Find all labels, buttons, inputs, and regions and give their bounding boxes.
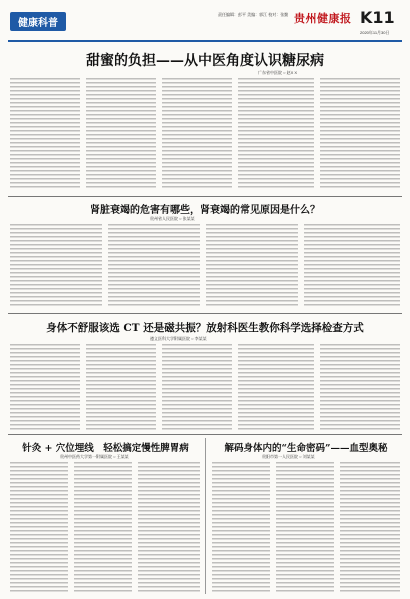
article-title-blood-type: 解码身体内的“生命密码”——血型奥秘 [224, 443, 388, 454]
article-body-blood-type-col3 [340, 462, 400, 592]
article-body-ct-mri-col4 [238, 344, 314, 430]
article-body-diabetes-col4 [238, 78, 314, 190]
article-body-acupuncture-col2 [74, 462, 132, 592]
article-body-blood-type-col2 [276, 462, 334, 592]
article-body-ct-mri-col3 [162, 344, 232, 430]
section-label: 健康科普 [10, 12, 66, 31]
article-byline-kidney: 贵州省人民医院 ○ 张某某 [150, 216, 195, 221]
article-body-ct-mri-col5 [320, 344, 400, 430]
editor-info: 责任编辑：彭平 美编：郭江 校对：张勤 [218, 12, 289, 17]
article-title-ct-mri: 身体不舒服该选 CT 还是磁共振？放射科医生教你科学选择检查方式 [46, 322, 364, 334]
article-body-kidney-col2 [108, 224, 200, 308]
masthead-rule [8, 40, 402, 42]
article-body-diabetes-col3 [162, 78, 232, 190]
page-number: K11 [360, 8, 395, 27]
article-body-diabetes-col5 [320, 78, 400, 190]
article-byline-diabetes: 广东省中医院 ○ 赵X X [258, 70, 298, 75]
section-divider [8, 313, 402, 314]
article-byline-blood-type: 贵阳市第一人民医院 ○ 刘某某 [262, 454, 315, 459]
article-byline-ct-mri: 遵义医科大学附属医院 ○ 李某某 [150, 336, 207, 341]
section-divider [8, 434, 402, 435]
paper-name: 贵州健康报 [294, 12, 352, 25]
article-body-acupuncture-col1 [10, 462, 68, 592]
article-title-kidney: 肾脏衰竭的危害有哪些，肾衰竭的常见原因是什么？ [90, 205, 320, 216]
article-body-ct-mri-col1 [10, 344, 80, 430]
article-body-kidney-col4 [304, 224, 400, 308]
article-body-kidney-col3 [206, 224, 298, 308]
article-body-blood-type-col1 [212, 462, 270, 592]
article-body-kidney-col1 [10, 224, 102, 308]
article-byline-acupuncture: 贵州中医药大学第一附属医院 ○ 王某某 [60, 454, 129, 459]
article-title-acupuncture: 针灸 + 穴位埋线 轻松搞定慢性脾胃病 [22, 443, 189, 454]
article-body-ct-mri-col2 [86, 344, 156, 430]
article-body-acupuncture-col3 [138, 462, 200, 592]
masthead [8, 6, 402, 46]
issue-date: 2020年11月30日 [360, 30, 390, 35]
article-body-diabetes-col2 [86, 78, 156, 190]
section-divider [8, 196, 402, 197]
article-title-diabetes: 甜蜜的负担——从中医角度认识糖尿病 [86, 53, 324, 69]
article-body-diabetes-col1 [10, 78, 80, 190]
column-divider [205, 438, 206, 594]
